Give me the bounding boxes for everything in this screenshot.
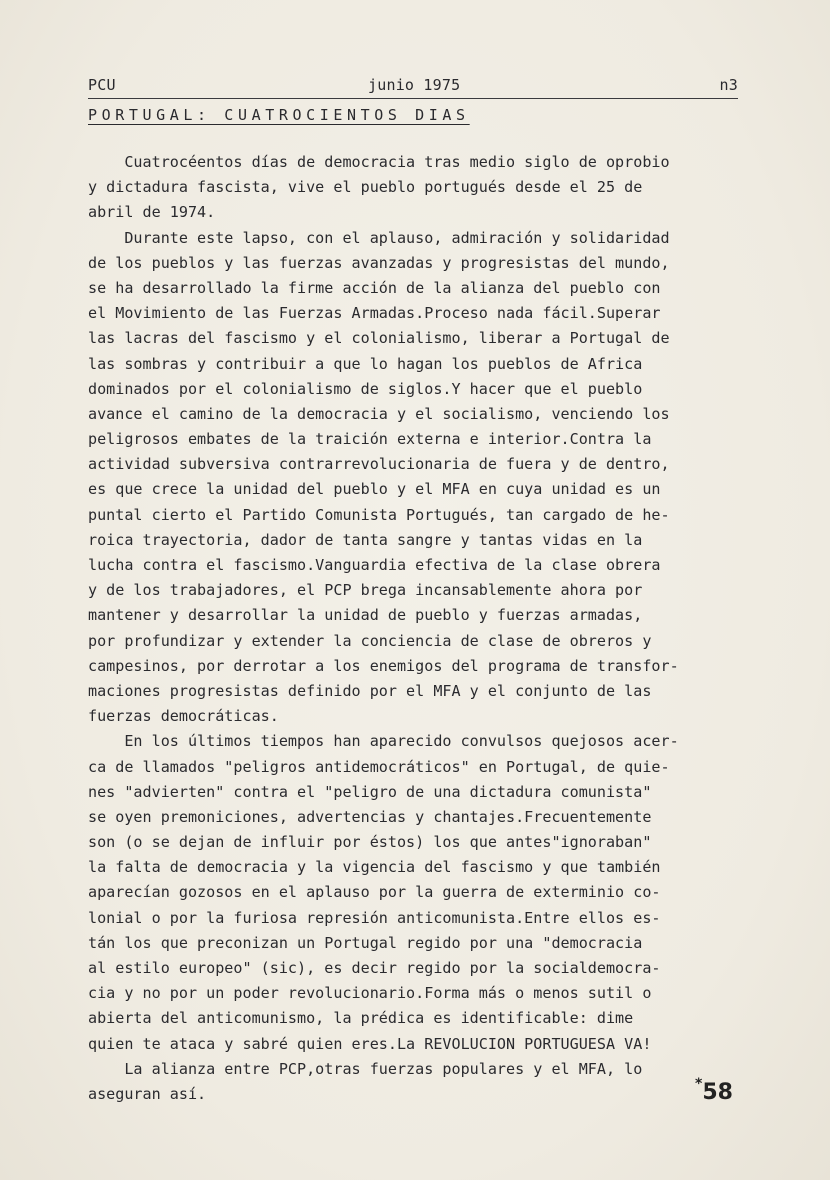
article-title: PORTUGAL: CUATROCIENTOS DIAS [88, 106, 470, 124]
text-line: las lacras del fascismo y el colonialismo, liberar a Portugal de [88, 329, 670, 348]
page-header [88, 76, 738, 99]
text-line: campesinos, por derrotar a los enemigos del programa de transfor- [88, 656, 679, 675]
text-line: es que crece la unidad del pueblo y el MFA en cuya unidad es un [88, 480, 661, 499]
text-line: mantener y desarrollar la unidad de pueblo y fuerzas armadas, [88, 606, 643, 625]
text-line: y de los trabajadores, el PCP brega incansablemente ahora por [88, 581, 643, 600]
text-line: aseguran así. [88, 1084, 207, 1103]
header-date: junio 1975 [368, 76, 461, 94]
text-line: se oyen premoniciones, advertencias y chantajes.Frecuentemente [88, 807, 652, 826]
text-line: En los últimos tiempos han aparecido convulsos quejosos acer- [88, 732, 679, 751]
text-line: tán los que preconizan un Portugal regido por una "democracia [88, 933, 643, 952]
page-number-value: 58 [702, 1080, 733, 1105]
text-line: avance el camino de la democracia y el socialismo, venciendo los [88, 404, 670, 423]
text-line: actividad subversiva contrarrevolucionaria de fuera y de dentro, [88, 455, 670, 474]
text-line: se ha desarrollado la firme acción de la alianza del pueblo con [88, 278, 661, 297]
text-line: roica trayectoria, dador de tanta sangre y tantas vidas en la [88, 530, 643, 549]
text-line: dominados por el colonialismo de siglos.Y hacer que el pueblo [88, 379, 643, 398]
text-line: La alianza entre PCP,otras fuerzas populares y el MFA, lo [88, 1059, 643, 1078]
text-line: fuerzas democráticas. [88, 707, 279, 726]
text-line: cia y no por un poder revolucionario.Forma más o menos sutil o [88, 984, 652, 1003]
text-line: puntal cierto el Partido Comunista Portugués, tan cargado de he- [88, 505, 670, 524]
text-line: aparecían gozosos en el aplauso por la guerra de exterminio co- [88, 883, 661, 902]
text-line: nes "advierten" contra el "peligro de una dictadura comunista" [88, 782, 652, 801]
asterisk-mark: * [695, 1076, 703, 1092]
text-line: Durante este lapso, con el aplauso, admiración y solidaridad [88, 228, 670, 247]
text-line: y dictadura fascista, vive el pueblo portugués desde el 25 de [88, 178, 643, 197]
text-line: las sombras y contribuir a que lo hagan los pueblos de Africa [88, 354, 643, 373]
text-line: lucha contra el fascismo.Vanguardia efectiva de la clase obrera [88, 556, 661, 574]
text-line: ca de llamados "peligros antidemocráticos" en Portugal, de quie- [88, 757, 670, 776]
text-line: lonial o por la furiosa represión anticomunista.Entre ellos es- [88, 908, 661, 927]
text-line: por profundizar y extender la conciencia de clase de obreros y [88, 631, 652, 650]
header-issue-number: n3 [719, 76, 738, 94]
article-body [88, 150, 760, 1107]
header-publication: PCU [88, 76, 116, 94]
text-line: abril de 1974. [88, 203, 216, 222]
text-line: el Movimiento de las Fuerzas Armadas.Proceso nada fácil.Superar [88, 304, 661, 323]
text-line: la falta de democracia y la vigencia del fascismo y que también [88, 858, 661, 877]
text-line: al estilo europeo" (sic), es decir regido por la socialdemocra- [88, 959, 661, 977]
text-line: Cuatrocéentos días de democracia tras medio siglo de oprobio [88, 153, 670, 171]
text-line: maciones progresistas definido por el MFA y el conjunto de las [88, 681, 652, 700]
text-line: peligrosos embates de la traición externa e interior.Contra la [88, 430, 652, 449]
text-line: de los pueblos y las fuerzas avanzadas y progresistas del mundo, [88, 253, 670, 272]
text-line: quien te ataca y sabré quien eres.La REVOLUCION PORTUGUESA VA! [88, 1034, 652, 1053]
text-line: abierta del anticomunismo, la prédica es identificable: dime [88, 1009, 634, 1028]
page-number [695, 1076, 733, 1105]
text-line: son (o se dejan de influir por éstos) los que antes"ignoraban" [88, 833, 652, 852]
